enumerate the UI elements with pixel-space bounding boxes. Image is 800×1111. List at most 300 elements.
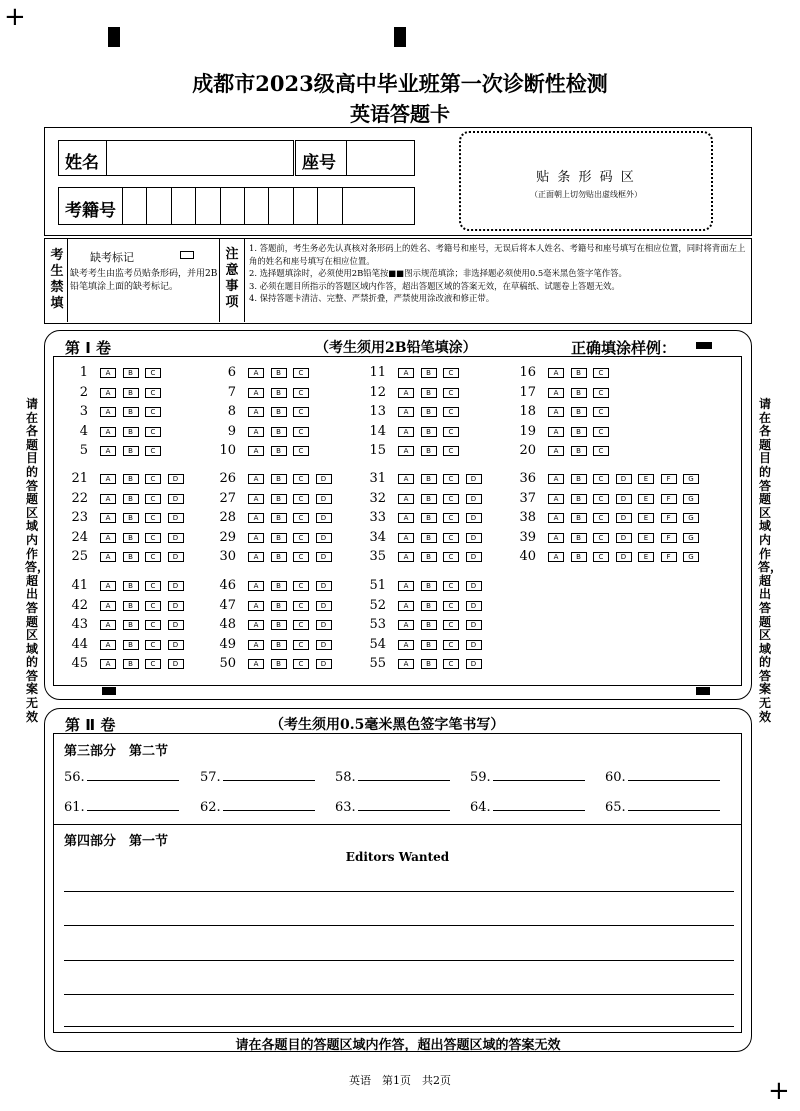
answer-bubble-d[interactable]: D: [466, 513, 482, 523]
notice-list: [249, 242, 749, 305]
answer-bubble-c[interactable]: C: [443, 620, 459, 630]
left-side-warning: 请在各题目的答题区域内作答，超出答题区域的答案无效: [25, 397, 50, 724]
answer-bubble-a[interactable]: A: [100, 388, 116, 398]
question-number: 41: [71, 578, 88, 593]
answer-bubble-c[interactable]: C: [293, 552, 309, 562]
answer-bubble-f[interactable]: F: [661, 494, 677, 504]
answer-bubble-c[interactable]: C: [443, 552, 459, 562]
answer-bubble-b[interactable]: B: [271, 533, 287, 543]
answer-bubble-b[interactable]: B: [271, 407, 287, 417]
answer-bubble-g[interactable]: G: [683, 494, 699, 504]
answer-bubble-c[interactable]: C: [293, 446, 309, 456]
answer-blank-line[interactable]: [358, 769, 450, 781]
answer-bubble-c[interactable]: C: [593, 552, 609, 562]
answer-bubble-b[interactable]: B: [271, 427, 287, 437]
answer-bubble-c[interactable]: C: [145, 494, 161, 504]
answer-bubble-a[interactable]: A: [398, 368, 414, 378]
answer-bubble-a[interactable]: A: [100, 427, 116, 437]
absent-mark-label: 缺考标记: [90, 251, 134, 264]
answer-bubble-b[interactable]: B: [421, 581, 437, 591]
answer-bubble-a[interactable]: A: [248, 474, 264, 484]
answer-blank[interactable]: [605, 769, 720, 785]
answer-blank[interactable]: [64, 769, 179, 785]
exam-number-digit-cell[interactable]: [146, 188, 170, 224]
answer-bubble-e[interactable]: E: [638, 494, 654, 504]
answer-bubble-a[interactable]: A: [548, 407, 564, 417]
answer-bubble-d[interactable]: D: [616, 533, 632, 543]
answer-bubble-a[interactable]: A: [100, 640, 116, 650]
answer-bubble-c[interactable]: C: [145, 552, 161, 562]
answer-bubble-c[interactable]: C: [593, 368, 609, 378]
answer-bubble-c[interactable]: C: [145, 513, 161, 523]
answer-bubble-c[interactable]: C: [593, 427, 609, 437]
answer-bubble-d[interactable]: D: [316, 620, 332, 630]
answer-bubble-g[interactable]: G: [683, 552, 699, 562]
answer-bubble-b[interactable]: B: [421, 620, 437, 630]
answer-bubble-b[interactable]: B: [421, 513, 437, 523]
question-number: 38: [519, 510, 536, 525]
answer-bubble-c[interactable]: C: [593, 533, 609, 543]
answer-bubble-d[interactable]: D: [616, 474, 632, 484]
answer-bubble-a[interactable]: A: [248, 388, 264, 398]
answer-bubble-c[interactable]: C: [293, 368, 309, 378]
exam-number-digit-cell[interactable]: [220, 188, 244, 224]
answer-bubble-b[interactable]: B: [421, 552, 437, 562]
answer-bubble-c[interactable]: C: [293, 513, 309, 523]
answer-bubble-a[interactable]: A: [248, 552, 264, 562]
answer-bubble-d[interactable]: D: [466, 601, 482, 611]
answer-bubble-a[interactable]: A: [548, 533, 564, 543]
exam-number-digit-cell[interactable]: [195, 188, 219, 224]
fill-example-label: 正确填涂样例：: [571, 339, 677, 357]
answer-bubble-c[interactable]: C: [593, 474, 609, 484]
answer-bubble-a[interactable]: A: [100, 620, 116, 630]
answer-bubble-a[interactable]: A: [548, 446, 564, 456]
answer-bubble-d[interactable]: D: [466, 581, 482, 591]
answer-bubble-b[interactable]: B: [271, 513, 287, 523]
answer-bubble-a[interactable]: A: [100, 533, 116, 543]
answer-bubble-c[interactable]: C: [145, 533, 161, 543]
answer-bubble-a[interactable]: A: [248, 533, 264, 543]
answer-bubble-a[interactable]: A: [398, 407, 414, 417]
answer-bubble-d[interactable]: D: [168, 513, 184, 523]
answer-bubble-c[interactable]: C: [443, 640, 459, 650]
question-number: 32: [369, 490, 386, 506]
answer-bubble-b[interactable]: B: [421, 659, 437, 669]
answer-bubble-b[interactable]: B: [421, 640, 437, 650]
answer-bubble-c[interactable]: C: [443, 474, 459, 484]
answer-bubble-c[interactable]: C: [443, 659, 459, 669]
answer-bubble-e[interactable]: E: [638, 552, 654, 562]
answer-bubble-e[interactable]: E: [638, 533, 654, 543]
answer-bubble-d[interactable]: D: [466, 533, 482, 543]
answer-bubble-b[interactable]: B: [421, 407, 437, 417]
answer-bubble-a[interactable]: A: [248, 640, 264, 650]
answer-bubble-c[interactable]: C: [443, 407, 459, 417]
answer-bubble-c[interactable]: C: [293, 388, 309, 398]
answer-bubble-d[interactable]: D: [616, 552, 632, 562]
answer-blank-number: 56.: [64, 770, 85, 785]
answer-bubble-b[interactable]: B: [571, 427, 587, 437]
answer-bubble-c[interactable]: C: [293, 601, 309, 611]
answer-bubble-b[interactable]: B: [571, 533, 587, 543]
answer-bubble-b[interactable]: B: [571, 552, 587, 562]
answer-bubble-c[interactable]: C: [145, 620, 161, 630]
answer-bubble-d[interactable]: D: [616, 494, 632, 504]
answer-bubble-a[interactable]: A: [398, 513, 414, 523]
answer-bubble-d[interactable]: D: [466, 659, 482, 669]
answer-bubble-a[interactable]: A: [398, 601, 414, 611]
answer-bubble-c[interactable]: C: [293, 659, 309, 669]
answer-bubble-a[interactable]: A: [248, 659, 264, 669]
answer-blank-line[interactable]: [87, 769, 179, 781]
exam-number-digit-cell[interactable]: [342, 188, 366, 224]
answer-bubble-b[interactable]: B: [271, 388, 287, 398]
answer-bubble-b[interactable]: B: [123, 513, 139, 523]
answer-bubble-b[interactable]: B: [571, 388, 587, 398]
answer-bubble-g[interactable]: G: [683, 474, 699, 484]
answer-blank-line[interactable]: [223, 799, 315, 811]
exam-number-digit-cell[interactable]: [171, 188, 195, 224]
answer-blank-line[interactable]: [87, 799, 179, 811]
answer-bubble-d[interactable]: D: [168, 581, 184, 591]
answer-bubble-d[interactable]: D: [316, 533, 332, 543]
answer-bubble-c[interactable]: C: [443, 368, 459, 378]
answer-bubble-d[interactable]: D: [168, 552, 184, 562]
question-number: 44: [71, 636, 88, 652]
question-number: 2: [79, 384, 88, 400]
answer-bubble-c[interactable]: C: [443, 494, 459, 504]
answer-blank[interactable]: [605, 799, 720, 815]
answer-bubble-c[interactable]: C: [443, 427, 459, 437]
answer-bubble-b[interactable]: B: [123, 601, 139, 611]
answer-bubble-c[interactable]: C: [593, 446, 609, 456]
answer-bubble-c[interactable]: C: [145, 581, 161, 591]
answer-bubble-c[interactable]: C: [443, 601, 459, 611]
writing-line[interactable]: [64, 891, 734, 892]
answer-bubble-e[interactable]: E: [638, 513, 654, 523]
answer-bubble-b[interactable]: B: [123, 620, 139, 630]
answer-bubble-c[interactable]: C: [293, 581, 309, 591]
answer-bubble-a[interactable]: A: [398, 640, 414, 650]
answer-bubble-a[interactable]: A: [248, 427, 264, 437]
question-number: 23: [71, 510, 88, 525]
answer-blank-number: 62.: [200, 800, 221, 815]
answer-blank[interactable]: [200, 799, 315, 815]
seat-field[interactable]: [295, 140, 415, 176]
name-field[interactable]: [58, 140, 294, 176]
answer-bubble-g[interactable]: G: [683, 533, 699, 543]
answer-bubble-b[interactable]: B: [571, 474, 587, 484]
answer-bubble-d[interactable]: D: [168, 640, 184, 650]
answer-bubble-d[interactable]: D: [466, 620, 482, 630]
answer-bubble-a[interactable]: A: [398, 659, 414, 669]
question-number: 10: [219, 443, 236, 458]
answer-bubble-c[interactable]: C: [593, 407, 609, 417]
answer-bubble-a[interactable]: A: [398, 427, 414, 437]
answer-bubble-a[interactable]: A: [398, 620, 414, 630]
barcode-note: （正面朝上切勿贴出虚线框外）: [530, 190, 642, 199]
answer-bubble-b[interactable]: B: [271, 581, 287, 591]
answer-bubble-c[interactable]: C: [293, 620, 309, 630]
absent-mark-box[interactable]: [180, 251, 194, 259]
answer-bubble-a[interactable]: A: [248, 446, 264, 456]
answer-bubble-b[interactable]: B: [421, 601, 437, 611]
answer-bubble-b[interactable]: B: [123, 552, 139, 562]
answer-bubble-b[interactable]: B: [271, 620, 287, 630]
answer-bubble-d[interactable]: D: [316, 494, 332, 504]
answer-bubble-b[interactable]: B: [123, 533, 139, 543]
answer-bubble-a[interactable]: A: [248, 601, 264, 611]
answer-bubble-a[interactable]: A: [100, 513, 116, 523]
answer-bubble-d[interactable]: D: [466, 494, 482, 504]
answer-blank-line[interactable]: [493, 799, 585, 811]
answer-bubble-a[interactable]: A: [100, 368, 116, 378]
answer-bubble-b[interactable]: B: [421, 446, 437, 456]
answer-bubble-a[interactable]: A: [548, 427, 564, 437]
answer-bubble-d[interactable]: D: [168, 620, 184, 630]
answer-blank-line[interactable]: [493, 769, 585, 781]
answer-bubble-b[interactable]: B: [271, 640, 287, 650]
answer-bubble-b[interactable]: B: [421, 474, 437, 484]
answer-bubble-b[interactable]: B: [271, 474, 287, 484]
answer-bubble-b[interactable]: B: [271, 368, 287, 378]
exam-number-label: 考籍号: [65, 201, 116, 221]
question-number: 40: [519, 549, 536, 564]
answer-bubble-b[interactable]: B: [271, 494, 287, 504]
question-number: 25: [71, 549, 88, 564]
question-number: 54: [369, 636, 386, 652]
exam-number-digit-cell[interactable]: [122, 188, 146, 224]
question-number: 19: [519, 423, 536, 439]
answer-bubble-c[interactable]: C: [293, 427, 309, 437]
answer-bubble-c[interactable]: C: [293, 407, 309, 417]
right-side-warning: 请在各题目的答题区域内作答，超出答题区域的答案无效: [758, 397, 783, 724]
answer-bubble-a[interactable]: A: [398, 474, 414, 484]
part-4-title: 第四部分 第一节: [64, 834, 169, 849]
answer-bubble-d[interactable]: D: [168, 474, 184, 484]
answer-bubble-a[interactable]: A: [398, 552, 414, 562]
answer-bubble-a[interactable]: A: [248, 407, 264, 417]
section-1-title: 第 Ⅰ 卷: [65, 339, 112, 357]
answer-bubble-d[interactable]: D: [316, 474, 332, 484]
question-number: 30: [219, 549, 236, 564]
answer-blank-line[interactable]: [358, 799, 450, 811]
writing-line[interactable]: [64, 994, 734, 995]
answer-bubble-b[interactable]: B: [123, 581, 139, 591]
answer-bubble-b[interactable]: B: [123, 659, 139, 669]
answer-bubble-c[interactable]: C: [293, 640, 309, 650]
answer-blank-line[interactable]: [223, 769, 315, 781]
exam-number-digit-cell[interactable]: [244, 188, 268, 224]
question-number: 8: [227, 404, 236, 419]
crop-mark-top-left: +: [4, 2, 26, 32]
question-number: 34: [369, 529, 386, 545]
answer-bubble-d[interactable]: D: [466, 474, 482, 484]
answer-bubble-f[interactable]: F: [661, 474, 677, 484]
answer-bubble-b[interactable]: B: [123, 407, 139, 417]
answer-bubble-a[interactable]: A: [398, 581, 414, 591]
answer-bubble-b[interactable]: B: [271, 552, 287, 562]
answer-bubble-a[interactable]: A: [248, 494, 264, 504]
answer-bubble-d[interactable]: D: [316, 581, 332, 591]
notice-section: [44, 238, 752, 324]
answer-bubble-a[interactable]: A: [248, 513, 264, 523]
question-number: 15: [369, 443, 386, 458]
answer-bubble-c[interactable]: C: [145, 446, 161, 456]
page-title: 成都市2023级高中毕业班第一次诊断性检测: [192, 71, 608, 96]
exam-number-digit-cell[interactable]: [293, 188, 317, 224]
crop-mark-bottom-right: +: [768, 1076, 790, 1106]
answer-bubble-f[interactable]: F: [661, 552, 677, 562]
answer-bubble-a[interactable]: A: [248, 620, 264, 630]
answer-blank-number: 61.: [64, 800, 85, 815]
answer-bubble-d[interactable]: D: [168, 533, 184, 543]
answer-bubble-a[interactable]: A: [100, 474, 116, 484]
answer-bubble-c[interactable]: C: [145, 368, 161, 378]
question-number: 36: [519, 471, 536, 486]
answer-bubble-a[interactable]: A: [100, 552, 116, 562]
question-number: 42: [71, 597, 88, 613]
answer-bubble-c[interactable]: C: [443, 446, 459, 456]
answer-bubble-c[interactable]: C: [293, 494, 309, 504]
answer-bubble-b[interactable]: B: [123, 368, 139, 378]
answer-bubble-a[interactable]: A: [100, 581, 116, 591]
answer-blank[interactable]: [64, 799, 179, 815]
answer-bubble-b[interactable]: B: [271, 601, 287, 611]
answer-bubble-d[interactable]: D: [316, 552, 332, 562]
answer-bubble-d[interactable]: D: [168, 659, 184, 669]
section-1-instruction: （考生须用2B铅笔填涂）: [315, 340, 477, 356]
answer-bubble-a[interactable]: A: [548, 368, 564, 378]
answer-bubble-a[interactable]: A: [100, 446, 116, 456]
answer-bubble-a[interactable]: A: [248, 368, 264, 378]
answer-blank[interactable]: [470, 799, 585, 815]
answer-bubble-d[interactable]: D: [316, 601, 332, 611]
answer-bubble-c[interactable]: C: [145, 474, 161, 484]
answer-bubble-a[interactable]: A: [548, 474, 564, 484]
answer-bubble-d[interactable]: D: [168, 494, 184, 504]
section-2-instruction: （考生须用0.5毫米黑色签字笔书写）: [270, 717, 505, 733]
answer-blank[interactable]: [335, 769, 450, 785]
answer-bubble-d[interactable]: D: [168, 601, 184, 611]
answer-bubble-b[interactable]: B: [571, 446, 587, 456]
answer-bubble-e[interactable]: E: [638, 474, 654, 484]
answer-bubble-b[interactable]: B: [421, 388, 437, 398]
answer-blank-number: 65.: [605, 800, 626, 815]
exam-number-digit-cell[interactable]: [268, 188, 292, 224]
writing-line[interactable]: [64, 960, 734, 961]
answer-bubble-c[interactable]: C: [443, 533, 459, 543]
writing-line[interactable]: [64, 1026, 734, 1027]
answer-bubble-g[interactable]: G: [683, 513, 699, 523]
answer-bubble-a[interactable]: A: [398, 388, 414, 398]
answer-bubble-d[interactable]: D: [466, 640, 482, 650]
answer-bubble-a[interactable]: A: [248, 581, 264, 591]
answer-bubble-c[interactable]: C: [593, 494, 609, 504]
answer-bubble-b[interactable]: B: [123, 427, 139, 437]
answer-bubble-c[interactable]: C: [293, 474, 309, 484]
question-number: 11: [369, 365, 386, 380]
answer-bubble-b[interactable]: B: [571, 513, 587, 523]
writing-line[interactable]: [64, 925, 734, 926]
question-number: 17: [519, 384, 536, 400]
answer-bubble-d[interactable]: D: [466, 552, 482, 562]
answer-bubble-b[interactable]: B: [123, 446, 139, 456]
answer-bubble-b[interactable]: B: [421, 494, 437, 504]
answer-bubble-a[interactable]: A: [548, 513, 564, 523]
answer-bubble-b[interactable]: B: [421, 533, 437, 543]
answer-bubble-c[interactable]: C: [145, 407, 161, 417]
answer-bubble-a[interactable]: A: [398, 494, 414, 504]
answer-bubble-a[interactable]: A: [398, 533, 414, 543]
answer-bubble-b[interactable]: B: [421, 427, 437, 437]
essay-title: Editors Wanted: [345, 850, 450, 864]
answer-bubble-c[interactable]: C: [443, 581, 459, 591]
exam-number-field[interactable]: [58, 187, 415, 225]
answer-bubble-a[interactable]: A: [100, 407, 116, 417]
answer-bubble-a[interactable]: A: [398, 446, 414, 456]
answer-bubble-b[interactable]: B: [421, 368, 437, 378]
answer-bubble-b[interactable]: B: [571, 407, 587, 417]
answer-bubble-b[interactable]: B: [271, 659, 287, 669]
question-number: 50: [219, 656, 236, 671]
answer-bubble-c[interactable]: C: [443, 513, 459, 523]
answer-bubble-a[interactable]: A: [100, 659, 116, 669]
answer-bubble-b[interactable]: B: [123, 494, 139, 504]
answer-blank[interactable]: [470, 769, 585, 785]
answer-bubble-c[interactable]: C: [145, 601, 161, 611]
answer-blank-line[interactable]: [628, 769, 720, 781]
answer-blank-number: 63.: [335, 800, 356, 815]
answer-bubble-a[interactable]: A: [100, 601, 116, 611]
notice-side-label: 注意事项: [225, 247, 239, 310]
timing-mark: [102, 687, 116, 695]
answer-bubble-c[interactable]: C: [145, 640, 161, 650]
answer-bubble-f[interactable]: F: [661, 533, 677, 543]
answer-bubble-c[interactable]: C: [593, 513, 609, 523]
answer-bubble-a[interactable]: A: [548, 494, 564, 504]
answer-bubble-c[interactable]: C: [145, 388, 161, 398]
answer-bubble-c[interactable]: C: [593, 388, 609, 398]
answer-blank[interactable]: [200, 769, 315, 785]
answer-bubble-c[interactable]: C: [443, 388, 459, 398]
answer-bubble-c[interactable]: C: [145, 427, 161, 437]
question-number: 13: [369, 404, 386, 419]
answer-bubble-b[interactable]: B: [123, 474, 139, 484]
answer-bubble-a[interactable]: A: [548, 388, 564, 398]
question-number: 28: [219, 510, 236, 525]
answer-bubble-c[interactable]: C: [293, 533, 309, 543]
answer-bubble-b[interactable]: B: [571, 368, 587, 378]
answer-bubble-d[interactable]: D: [616, 513, 632, 523]
answer-blank[interactable]: [335, 799, 450, 815]
answer-bubble-a[interactable]: A: [548, 552, 564, 562]
answer-bubble-b[interactable]: B: [123, 640, 139, 650]
answer-bubble-b[interactable]: B: [271, 446, 287, 456]
answer-bubble-d[interactable]: D: [316, 659, 332, 669]
exam-number-digit-cell[interactable]: [317, 188, 341, 224]
answer-bubble-b[interactable]: B: [571, 494, 587, 504]
answer-blank-line[interactable]: [628, 799, 720, 811]
answer-bubble-a[interactable]: A: [100, 494, 116, 504]
answer-bubble-c[interactable]: C: [145, 659, 161, 669]
answer-bubble-b[interactable]: B: [123, 388, 139, 398]
answer-bubble-f[interactable]: F: [661, 513, 677, 523]
notice-item: 3. 必须在题目所指示的答题区域内作答，超出答题区域的答案无效，在草稿纸、试题卷上答题无效。: [249, 280, 620, 291]
answer-bubble-d[interactable]: D: [316, 513, 332, 523]
answer-bubble-d[interactable]: D: [316, 640, 332, 650]
